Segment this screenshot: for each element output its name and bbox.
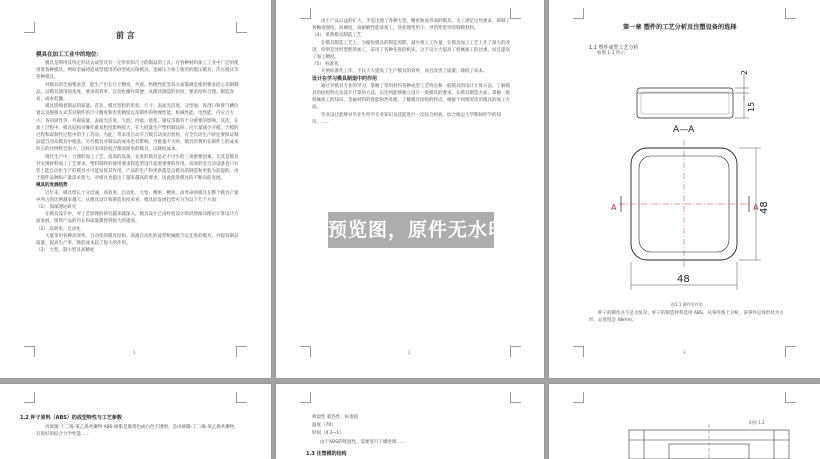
crop-mark — [300, 392, 311, 403]
crop-mark — [300, 346, 311, 357]
paragraph: 近年来，模具增长十分迅速，高效率、自动化、大型、精密、精密、高寿命的模具在整个模具产量中所占的比例越来越大。从模具设计和制造角度来看，模具的发展趋势可分为以下几个方面： — [36, 190, 239, 203]
figure-reference: 如图 1.1 所示： — [597, 51, 630, 56]
crop-mark — [573, 346, 584, 357]
paragraph: 在模具制造工艺上，为缩短模具的制造周期，减少钳工工作量，在模具加工工艺上作了很大的改进，特别是异形型腔的加工，采用了各种先进的机床，这不仅大大提高了机械加工的比重，而且提高了加工精度。 — [312, 40, 510, 61]
crop-mark — [236, 346, 247, 357]
crop-mark — [510, 392, 521, 403]
figure-caption: 图1.1 塑件零件图 — [671, 302, 703, 307]
section-label: A—A — [673, 125, 695, 135]
list-item: （3） 大型、超小型及高精度 — [36, 248, 95, 254]
list-item: （1） 加深理论研究 — [36, 205, 77, 211]
list-item: （2） 高效率、自动化 — [36, 226, 81, 232]
dim-height-label: 48 — [759, 201, 770, 214]
dim-width-label: 48 — [677, 274, 690, 285]
page-number: 1 — [133, 350, 136, 355]
section-title: 1.1 塑件成型工艺分析 — [589, 45, 639, 51]
document-page-1 — [0, 0, 271, 378]
crop-mark — [236, 22, 247, 33]
list-item: （4） 革新模具制造工艺 — [312, 33, 362, 39]
text-line: 时间（0.3~1） — [312, 431, 344, 436]
crop-mark — [236, 392, 247, 403]
body-text — [36, 60, 240, 360]
paragraph: 由于产品日益的扩大，手是出现了各种大型、精密和高寿命的模具，为了满足这些要求，研制了各种高强度、高硬度、高耐磨性能易加工，热处理变形小、导热性优异的制模材料。 — [312, 19, 510, 32]
plan-view — [619, 140, 761, 290]
crop-mark — [300, 8, 311, 19]
text-line: 吸湿性 就热性，标准值 — [312, 415, 359, 420]
paragraph: 杯子的制作并不是太复杂。杯子的制造材料选用 ABS，从零件图上分析，该零件总体形状为方形，总宽度是 48mm。 — [589, 311, 784, 324]
paragraph: 毕业设计能够对毕业生所学专业知识及技能进行一次综合检验，综合地运大学期间所学的知识，…… — [312, 112, 501, 125]
subheading: 模具的发展趋势 — [36, 183, 68, 189]
document-page-5 — [276, 384, 544, 459]
figure-note: 附图 1.2 — [749, 420, 765, 425]
page-number: 3 — [683, 350, 686, 355]
section-heading: 1.3 注塑模的结构 — [306, 451, 347, 457]
section-heading: 模具在加工工业中的地位： — [36, 52, 103, 58]
paragraph: 模具是利用其特定形状去成型具有一定形状和尺寸的制品的工具。在各种材料加工工业中广泛的使用着各种模具。例如金属铸造成型使用的砂型或压铸模具，金属压力加工使用的锻压模具、冷压模具等各种模具。 — [36, 61, 239, 81]
section-marker-left: A — [611, 203, 617, 212]
preview-watermark: 预览图，原件无水印 — [328, 212, 494, 248]
paragraph: 模具影响着制品的质量。首先，模具型腔的形状、尺寸、表面光洁度、分型面、进浇口和排气槽位置以及脱模方式等对制件的尺寸精度和形状精度以及制件的物理性能、机械性能、电性能、内应力大小、各向同性等，外观质量、表面光洁度、气泡、凹痕、烧焦、银纹等都有十分重要的影响。其次，在加工过程中，模具结构对操作难易程度影响很大。在大批量生产塑料制品时，应尽量减少开模、合模的过程和取制件过程中的手工劳动。为此，常采用自动开合模自动顶出机构，在全自动生产时还要保证制品能自动从模具中脱落。另外模具对制品的成本也有影响。当批量不大时，模具的费用在制件上的成本所占的比例将会很大，这时应采用结构合理而简单的模具，以降低成本。 — [36, 104, 239, 153]
crop-mark — [785, 346, 796, 357]
crop-mark — [24, 392, 35, 403]
document-page-2 — [276, 0, 544, 378]
paragraph: 丙烯腈-丁二烯-苯乙烯共聚物 ABS 树脂是微黄色或白色不透明，是丙烯腈-丁二烯-苯乙烯共聚物，有很好的综合力学性能…… — [36, 425, 239, 438]
paragraph: 在模具设计中，对工艺原理的研究越来越深入，模具设计已由经验设计阶段逐渐向理论计算设计方面发展。使得产品的内在和质量都得到很大的提高。 — [36, 212, 239, 225]
paragraph: 通过对模具专业的学习，掌握了常用材料各种成型工艺特点和一般模具的设计计算方法，了解模具的结构特点及设计计算的方法，以达到能够独立设计一般模具的要求。在模具制造方面，掌握一般机械加工的知识，金属材料的性能和热处理，了解模具结构的特点，根据不同情况选用模具的加工方法。 — [312, 83, 510, 111]
paragraph: 大量采用各种高效率、自动化的模具结构。高速自动化的成型机械配合以先进的模具，对提高制品质量，提高生产率，降低成本起了很大的作用。 — [36, 233, 239, 247]
paragraph: 开展标准化工作，不仅大大提高了生产模具的效率，而且改善了质量，降低了成本。 — [321, 69, 488, 75]
document-page-4 — [0, 384, 271, 459]
dim-depth-label: 15 — [747, 101, 756, 112]
page-number: 2 — [408, 350, 411, 355]
paragraph: 现代生产中，合理的加工工艺、高效的设备、先进的模具是必不可少的三项重要因素，尤其是模具对实现材料加工工艺要求、塑料制件的使用要求和造型设计起着重要的作用。高效的全自动设备也只有装上能自动化生产的模具才可能发挥其作用，产品的生产和更新都是以模具的制造和更新为前提的。由于制件品种和产量需求很大，对模具也提出了越来越高的要求，因此促进模具的不断向前发展。 — [36, 154, 239, 182]
text-line: 温度（70） — [312, 423, 336, 428]
page-title: 前 言 — [116, 31, 135, 40]
section-marker-right: A — [753, 203, 759, 212]
chapter-title: 第一章 塑件的工艺分析及注塑设备的选择 — [623, 24, 737, 31]
paragraph: 对模具的全面要求是：能生产出在尺寸精度、外观、物理性能等各方面都满足使用要求的公差制制品，以模具使用的角度，要求高效率、自动化操作简便；从模具制造的角度，要求结构合理、制造容易、成本低廉。 — [36, 82, 239, 103]
subheading: 设计在学习模具制造中的作用 — [312, 75, 378, 82]
part-drawing — [549, 0, 820, 330]
dim-lip-label: 2 — [740, 69, 749, 75]
document-page-3 — [549, 0, 820, 378]
crop-mark — [24, 22, 35, 33]
section-heading: 1.2 杯子原料（ABS）的成型特性与工艺参数 — [20, 415, 122, 421]
body-text — [312, 18, 512, 168]
assembly-drawing — [549, 384, 820, 459]
crop-mark — [24, 346, 35, 357]
text-line: 由于ABS的吸湿性，需要进行干燥处理…… — [320, 440, 406, 445]
list-item: （5） 标准化 — [312, 62, 339, 68]
section-view — [637, 74, 749, 118]
crop-mark — [510, 346, 521, 357]
document-page-6 — [549, 384, 820, 459]
